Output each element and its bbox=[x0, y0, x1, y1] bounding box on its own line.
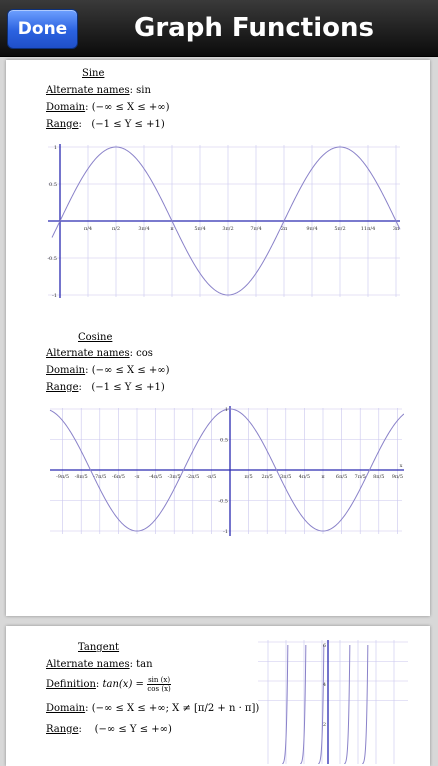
cosine-x-tick-label: -7π/5 bbox=[93, 474, 107, 480]
sine-y-tick-label: 1 bbox=[53, 145, 57, 151]
tangent-title: Tangent bbox=[78, 642, 120, 653]
sine-alt-names: Alternate names: sin bbox=[46, 85, 151, 96]
tangent-y-tick-label: 6 bbox=[322, 643, 326, 649]
sine-x-tick-label: 5π/2 bbox=[334, 226, 346, 232]
sine-x-tick-label: 5π/4 bbox=[194, 226, 206, 232]
done-button[interactable]: Done bbox=[7, 9, 78, 49]
tangent-y-tick-label: 2 bbox=[322, 722, 326, 728]
sine-x-tick-label: 3π bbox=[392, 226, 400, 232]
cosine-x-tick-label: -4π/5 bbox=[149, 474, 163, 480]
tangent-range: Range: (−∞ ≤ Y ≤ +∞) bbox=[46, 724, 172, 735]
cosine-y-tick-label: -1 bbox=[223, 529, 228, 535]
document-page-2 bbox=[6, 626, 430, 766]
tangent-curve bbox=[342, 645, 350, 764]
tangent-curve bbox=[316, 645, 324, 764]
cosine-x-tick-label: -2π/5 bbox=[186, 474, 200, 480]
sine-y-tick-label: -0.5 bbox=[47, 256, 57, 262]
sine-x-tick-label: 11π/4 bbox=[360, 226, 376, 232]
cosine-x-tick-label: -π/5 bbox=[206, 474, 217, 480]
sine-x-tick-label: π/2 bbox=[111, 226, 121, 232]
sine-y-tick-label: 0.5 bbox=[49, 182, 57, 188]
sine-x-tick-label: π/4 bbox=[83, 226, 93, 232]
tangent-fraction: $\frac{\sin (x)}{\cos (x)}$ bbox=[147, 676, 171, 693]
tangent-alt-names: Alternate names: tan bbox=[46, 659, 153, 670]
cosine-x-axis-label: x bbox=[399, 463, 403, 469]
cosine-x-tick-label: -8π/5 bbox=[74, 474, 88, 480]
tangent-domain: Domain: (−∞ ≤ X ≤ +∞; X ≠ [π/2 + n · π]) bbox=[46, 703, 260, 714]
cosine-y-tick-label: -0.5 bbox=[218, 498, 228, 505]
sine-x-tick-label: 9π/4 bbox=[306, 226, 318, 232]
cosine-x-tick-label: 2π/5 bbox=[261, 474, 273, 480]
cosine-x-tick-label: -6π/5 bbox=[111, 474, 125, 480]
sine-y-tick-label: -1 bbox=[52, 293, 57, 299]
sine-x-tick-label: 2π bbox=[280, 226, 288, 232]
cosine-y-tick-label: 0.5 bbox=[220, 437, 228, 444]
tangent-curve bbox=[298, 645, 306, 764]
sine-x-tick-label: 3π/4 bbox=[138, 226, 150, 232]
sine-x-tick-label: 3π/2 bbox=[222, 226, 234, 232]
page-title: Graph Functions bbox=[134, 13, 374, 43]
cosine-x-tick-label: π bbox=[321, 474, 325, 480]
sine-x-tick-label: π bbox=[170, 226, 174, 232]
sine-range: Range: (−1 ≤ Y ≤ +1) bbox=[46, 119, 165, 130]
cosine-x-tick-label: -9π/5 bbox=[56, 474, 70, 480]
sine-x-tick-label: 7π/4 bbox=[250, 226, 262, 232]
sine-graph bbox=[44, 142, 404, 300]
tangent-curve bbox=[280, 645, 288, 764]
tangent-curve bbox=[360, 645, 368, 764]
cosine-x-tick-label: 9π/5 bbox=[391, 474, 404, 480]
cosine-x-tick-label: 3π/5 bbox=[280, 474, 292, 480]
cosine-x-tick-label: -π bbox=[134, 474, 140, 480]
tangent-definition: Definition: tan(x) = $\frac{\sin (x)}{\cos (x)}$ bbox=[46, 676, 171, 693]
cosine-x-tick-label: 7π/5 bbox=[354, 474, 366, 480]
cosine-title: Cosine bbox=[78, 332, 113, 343]
tangent-y-tick-label: 4 bbox=[322, 682, 326, 688]
document-page-1 bbox=[6, 60, 430, 616]
sine-title: Sine bbox=[82, 68, 105, 79]
cosine-x-tick-label: 4π/5 bbox=[298, 474, 311, 480]
cosine-range: Range: (−1 ≤ Y ≤ +1) bbox=[46, 382, 165, 393]
navigation-bar bbox=[0, 0, 438, 57]
tangent-graph bbox=[258, 640, 408, 764]
sine-domain: Domain: (−∞ ≤ X ≤ +∞) bbox=[46, 102, 170, 113]
cosine-x-tick-label: -3π/5 bbox=[167, 474, 181, 480]
cosine-x-tick-label: 6π/5 bbox=[335, 474, 348, 480]
cosine-graph bbox=[44, 406, 404, 536]
cosine-x-tick-label: π/5 bbox=[244, 474, 253, 480]
cosine-alt-names: Alternate names: cos bbox=[46, 348, 153, 359]
cosine-domain: Domain: (−∞ ≤ X ≤ +∞) bbox=[46, 365, 170, 376]
cosine-x-tick-label: 8π/5 bbox=[373, 474, 385, 480]
cosine-y-tick-label: 1 bbox=[224, 407, 228, 413]
